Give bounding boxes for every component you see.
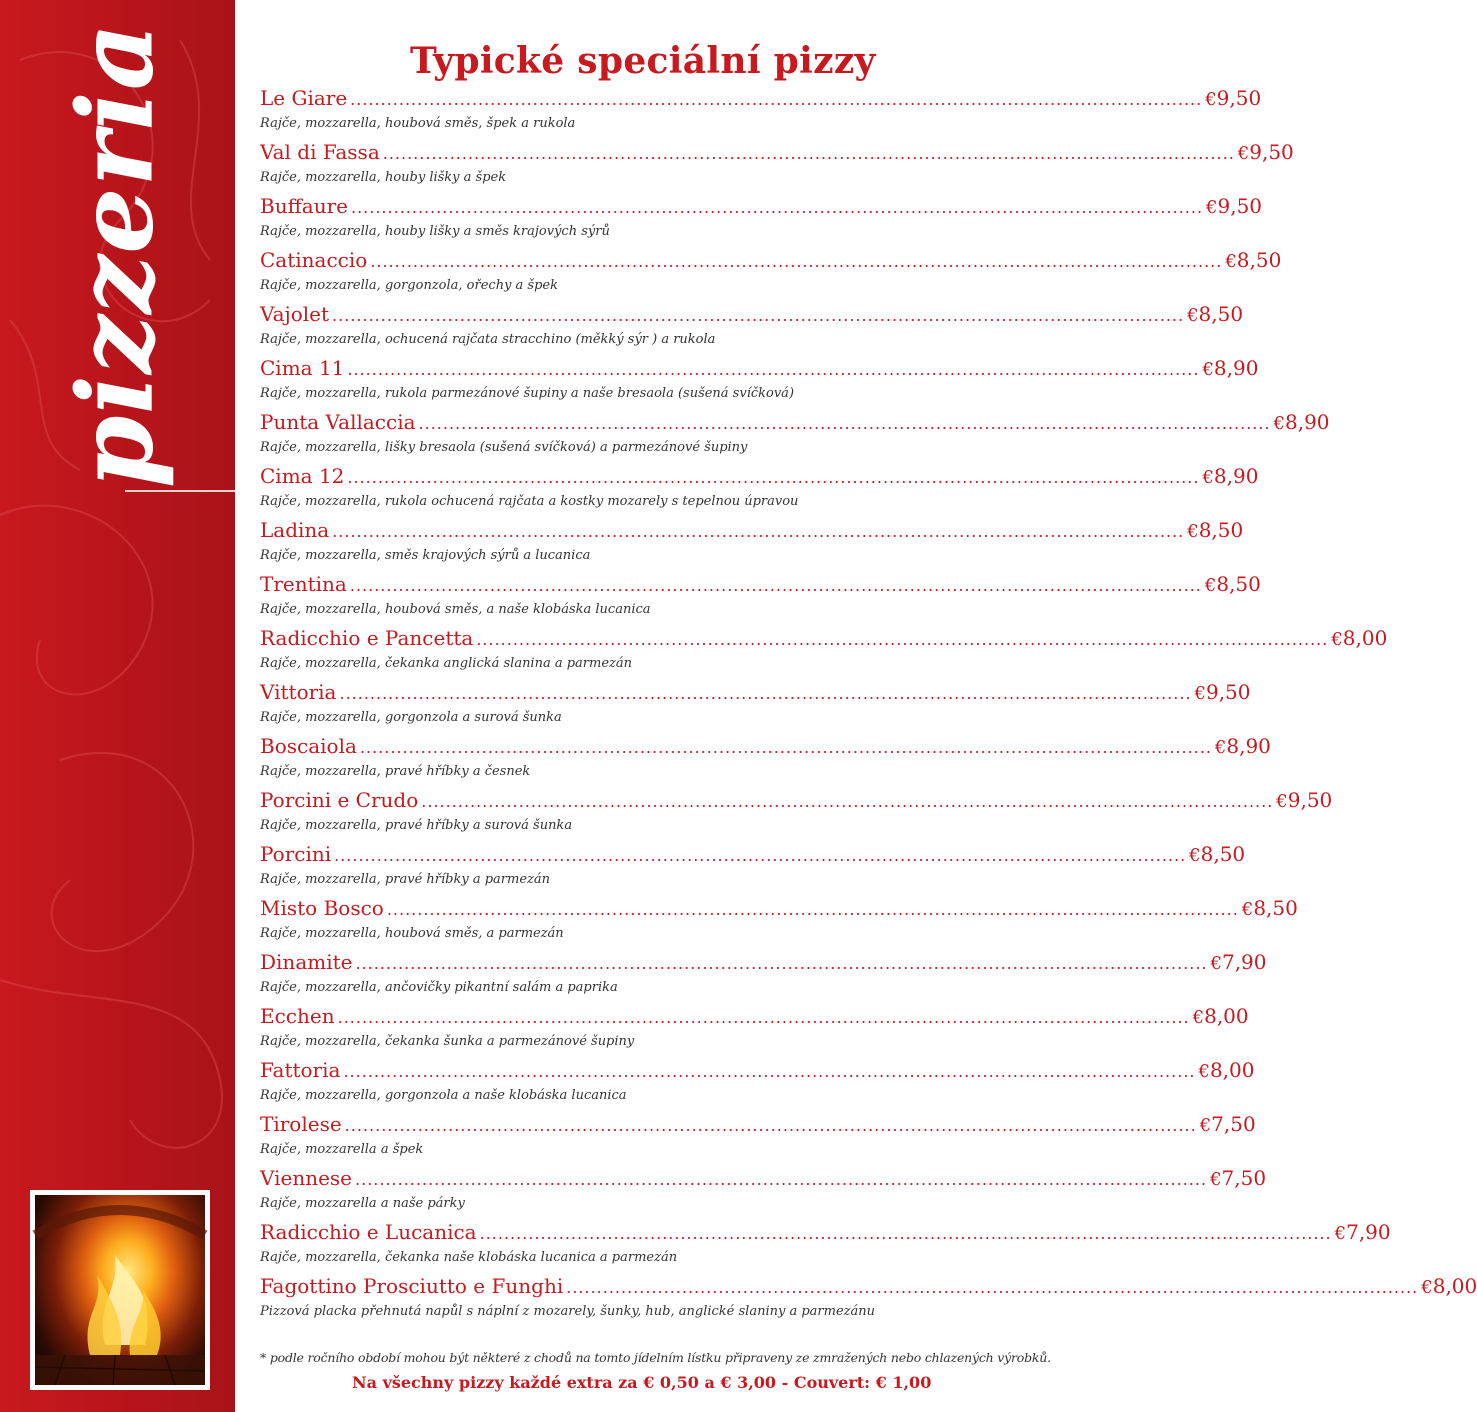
pizza-description: Rajče, mozzarella, houby lišky a špek [260,170,507,185]
pizza-price: 8,90 [1226,734,1271,758]
menu-item [260,194,1263,248]
pizza-price: 8,90 [1285,410,1330,434]
currency-symbol: € [1421,1277,1433,1298]
menu-item [260,680,1251,734]
pizza-name: Buffaure [260,194,348,218]
dot-leader [338,1008,1190,1027]
menu-item-header [260,842,1246,874]
pizza-price: 8,00 [1432,1274,1477,1298]
menu-item-header [260,788,1333,820]
pizza-name: Fattoria [260,1058,341,1082]
dot-leader [343,1062,1195,1081]
pizza-name: Trentina [260,572,347,596]
pizza-price: 8,50 [1198,518,1244,542]
currency-symbol: € [1187,521,1199,542]
menu-item [260,1220,1391,1274]
menu-item [260,788,1333,842]
menu-item-header [260,626,1388,658]
pizza-description: Rajče, mozzarella, čekanka anglická slanina a parmezán [260,656,633,671]
pizza-name: Porcini [260,842,332,866]
pizza-price: 8,90 [1213,356,1259,380]
pizza-name: Viennese [260,1166,353,1190]
dot-leader [339,684,1191,703]
pizza-name: Catinaccio [260,248,368,272]
menu-item-header [260,572,1261,604]
menu-item-header [260,86,1262,118]
pizza-price: 8,00 [1204,1004,1249,1028]
menu-item [260,1112,1256,1166]
menu-item-header [260,464,1259,496]
currency-symbol: € [1214,737,1227,758]
pizza-price: 7,90 [1221,950,1267,974]
pizza-name: Fagottino Prosciutto e Funghi [260,1274,564,1298]
pizza-price: 9,50 [1216,86,1262,110]
menu-item [260,86,1262,140]
pizza-name: Porcini e Crudo [260,788,419,812]
menu-item [260,1274,1477,1328]
pizza-description: Rajče, mozzarella, čekanka naše klobáska lucanica a parmezán [260,1250,678,1265]
pizza-description: Rajče, mozzarella a špek [260,1142,424,1157]
menu-item-header [260,1274,1477,1306]
pizza-description: Rajče, mozzarella, gorgonzola, ořechy a špek [260,278,558,293]
menu-item [260,734,1271,788]
pizza-name: Punta Vallaccia [260,410,416,434]
pizza-description: Rajče, mozzarella, gorgonzola a naše klobáska lucanica [260,1088,627,1103]
pizza-name: Dinamite [260,950,353,974]
dot-leader [370,252,1222,271]
wood-fired-oven-image [35,1195,205,1385]
menu-item-header [260,950,1267,982]
pizza-price: 9,50 [1205,680,1251,704]
menu-item [260,140,1294,194]
pizza-price: 8,50 [1216,572,1261,596]
pizza-price: 9,50 [1217,194,1263,218]
pizza-name: Radicchio e Pancetta [260,626,474,650]
pizza-description: Rajče, mozzarella, pravé hříbky a surová šunka [260,818,573,833]
pizza-name: Cima 11 [260,356,345,380]
menu-list [260,86,1477,1328]
menu-item-header [260,1220,1391,1252]
menu-item-header [260,1004,1249,1036]
menu-item [260,896,1298,950]
currency-symbol: € [1237,143,1250,164]
menu-item [260,1166,1267,1220]
dot-leader [351,198,1203,217]
brand-underline [125,490,235,492]
pizza-description: Pizzová placka přehnutá napůl s náplní z mozarely, šunky, hub, anglické slaniny a parmezánu [260,1304,875,1319]
menu-item [260,842,1246,896]
pizza-name: Cima 12 [260,464,345,488]
pizza-description: Rajče, mozzarella, gorgonzola a surová šunka [260,710,562,725]
dot-leader [421,792,1273,811]
menu-item-header [260,518,1244,550]
footnote: * podle ročního období mohou být některé z chodů na tomto jídelním lístku připraveny ze zmražených nebo chlazených výrobků. [260,1350,1051,1365]
dot-leader [355,1170,1207,1189]
pizza-price: 9,50 [1249,140,1294,164]
pizza-description: Rajče, mozzarella, pravé hříbky a parmezán [260,872,550,887]
menu-item [260,950,1267,1004]
pizza-price: 7,50 [1211,1112,1256,1136]
brand-text: pizzeria [53,21,177,489]
currency-symbol: € [1334,1223,1347,1244]
pizza-name: Radicchio e Lucanica [260,1220,477,1244]
pizza-name: Tirolese [260,1112,342,1136]
dot-leader [360,738,1212,757]
sidebar-panel [0,0,235,1412]
pizza-description: Rajče, mozzarella, rukola parmezánové šupiny a naše bresaola (sušená svíčková) [260,386,795,401]
pizza-description: Rajče, mozzarella, rukola ochucená rajčata a kostky mozarely s tepelnou úpravou [260,494,799,509]
currency-symbol: € [1202,467,1214,488]
dot-leader [350,90,1202,109]
pizza-description: Rajče, mozzarella, pravé hříbky a česnek [260,764,531,779]
dot-leader [345,1116,1197,1135]
dot-leader [383,144,1235,163]
fire-illustration [35,1195,205,1385]
currency-symbol: € [1205,89,1217,110]
menu-item-header [260,356,1259,388]
menu-item-header [260,1112,1256,1144]
menu-item [260,410,1330,464]
pizza-price: 8,90 [1213,464,1259,488]
dot-leader [350,576,1202,595]
pizza-name: Val di Fassa [260,140,380,164]
menu-item [260,356,1259,410]
dot-leader [347,360,1199,379]
pizza-name: Misto Bosco [260,896,384,920]
pizza-price: 8,50 [1236,248,1282,272]
dot-leader [332,306,1184,325]
dot-leader [480,1224,1332,1243]
currency-symbol: € [1241,899,1254,920]
currency-symbol: € [1210,953,1222,974]
pizza-description: Rajče, mozzarella, směs krajových sýrů a lucanica [260,548,591,563]
menu-item-header [260,248,1282,280]
currency-symbol: € [1225,251,1237,272]
pizza-name: Ecchen [260,1004,335,1028]
brand-vertical [40,20,190,490]
currency-symbol: € [1276,791,1288,812]
pizza-price: 7,90 [1346,1220,1391,1244]
currency-symbol: € [1202,359,1214,380]
page-title: Typické speciální pizzy [410,40,876,82]
menu-item-header [260,896,1298,928]
pizza-name: Le Giare [260,86,348,110]
pizza-name: Ladina [260,518,330,542]
currency-symbol: € [1204,575,1217,596]
dot-leader [355,954,1207,973]
pizza-description: Rajče, mozzarella, lišky bresaola (sušená svíčková) a parmezánové šupiny [260,440,748,455]
oven-photo-frame [30,1190,210,1390]
dot-leader [566,1278,1418,1297]
currency-symbol: € [1273,413,1285,434]
pizza-price: 8,50 [1198,302,1244,326]
menu-item [260,518,1244,572]
pizza-name: Vittoria [260,680,337,704]
dot-leader [387,900,1239,919]
menu-item-header [260,302,1244,334]
currency-symbol: € [1189,845,1201,866]
currency-symbol: € [1194,683,1206,704]
extras-pricing: Na všechny pizzy každé extra za € 0,50 a € 3,00 - Couvert: € 1,00 [352,1373,932,1392]
pizza-price: 8,00 [1342,626,1388,650]
dot-leader [419,414,1271,433]
menu-item [260,248,1282,302]
menu-item-header [260,140,1294,172]
menu-item [260,626,1388,680]
menu-item-header [260,1058,1255,1090]
currency-symbol: € [1192,1007,1205,1028]
pizza-description: Rajče, mozzarella a naše párky [260,1196,465,1211]
dot-leader [334,846,1186,865]
pizza-price: 8,00 [1209,1058,1255,1082]
pizza-description: Rajče, mozzarella, ančovičky pikantní salám a paprika [260,980,618,995]
currency-symbol: € [1199,1115,1212,1136]
menu-item [260,572,1261,626]
pizza-price: 7,50 [1221,1166,1267,1190]
pizza-name: Boscaiola [260,734,357,758]
currency-symbol: € [1187,305,1199,326]
pizza-description: Rajče, mozzarella, ochucená rajčata stracchino (měkký sýr ) a rukola [260,332,716,347]
menu-item [260,1058,1255,1112]
pizza-price: 8,50 [1253,896,1298,920]
pizza-price: 8,50 [1200,842,1246,866]
pizza-description: Rajče, mozzarella, čekanka šunka a parmezánové šupiny [260,1034,635,1049]
dot-leader [347,468,1199,487]
pizza-price: 9,50 [1287,788,1333,812]
currency-symbol: € [1210,1169,1222,1190]
menu-item-header [260,1166,1267,1198]
menu-item-header [260,410,1330,442]
pizza-description: Rajče, mozzarella, houbová směs, a naše klobáska lucanica [260,602,651,617]
menu-item [260,1004,1249,1058]
dot-leader [476,630,1328,649]
pizza-description: Rajče, mozzarella, houbová směs, špek a rukola [260,116,576,131]
menu-item-header [260,680,1251,712]
dot-leader [332,522,1184,541]
pizza-description: Rajče, mozzarella, houby lišky a směs krajových sýrů [260,224,610,239]
menu-item-header [260,734,1271,766]
menu-item [260,464,1259,518]
currency-symbol: € [1331,629,1343,650]
menu-item [260,302,1244,356]
pizza-description: Rajče, mozzarella, houbová směs, a parmezán [260,926,564,941]
currency-symbol: € [1206,197,1218,218]
pizza-name: Vajolet [260,302,330,326]
currency-symbol: € [1198,1061,1210,1082]
menu-item-header [260,194,1263,226]
